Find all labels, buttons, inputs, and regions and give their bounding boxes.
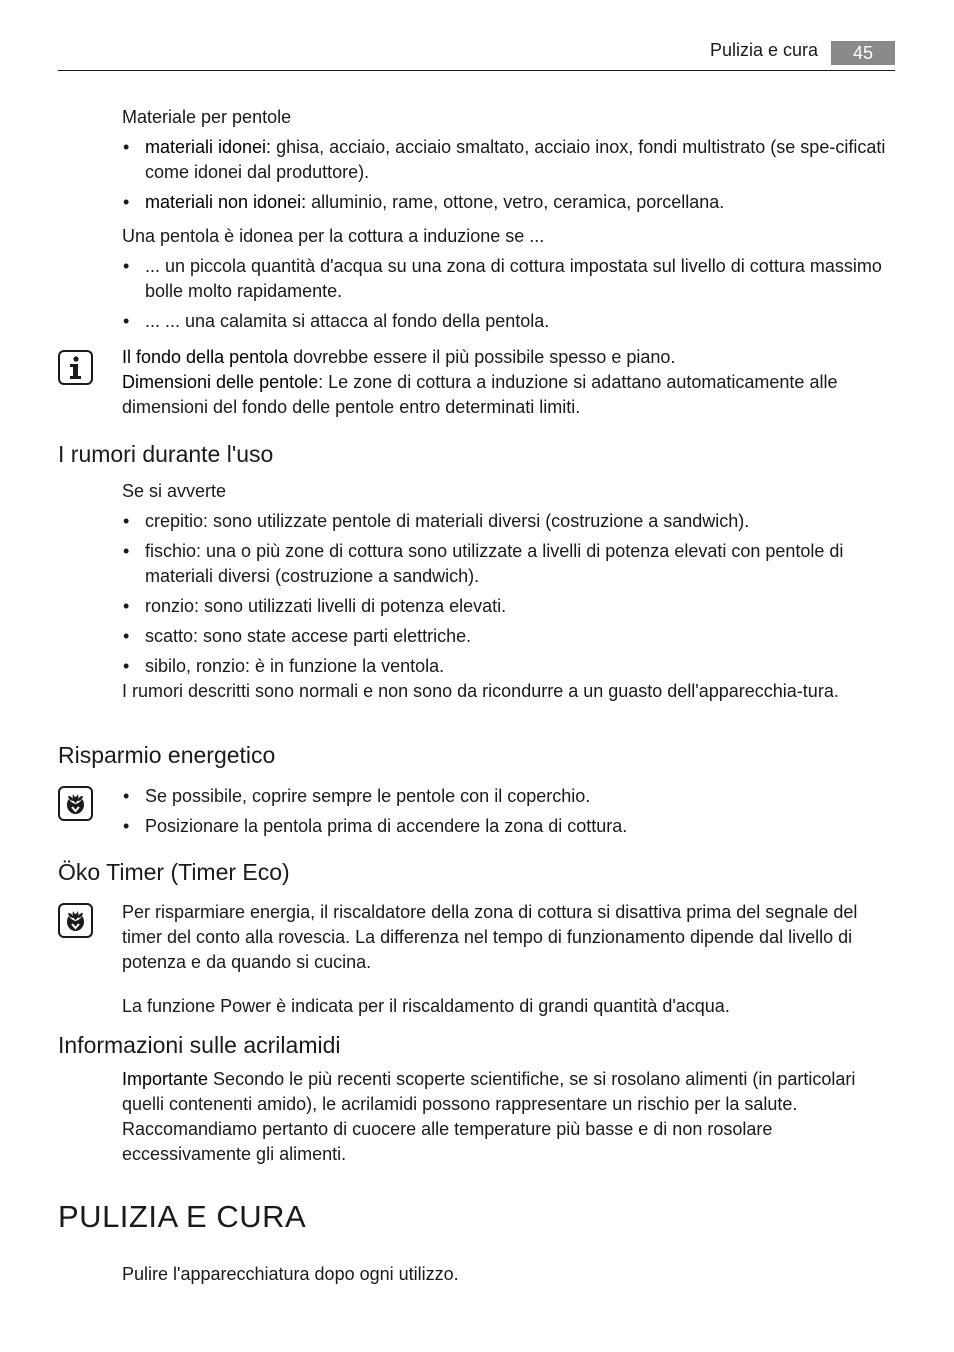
list-item: • ... un piccola quantità d'acqua su una zona di cottura impostata sul livello di cottura massimo bolle molto rapidamente. (122, 254, 897, 304)
noise-intro: Se si avverte (122, 481, 227, 501)
noise-conclusion: I rumori descritti sono normali e non sono da ricondurre a un guasto dell'apparecchia-tura. (122, 681, 839, 701)
energy-section-title: Risparmio energetico (58, 742, 276, 768)
list-item: • fischio: una o più zone di cottura sono utilizzate a livelli di potenza elevati con pentole di materiali diversi (costruzione a sandwich). (122, 539, 897, 589)
power-note: La funzione Power è indicata per il riscaldamento di grandi quantità d'acqua. (122, 996, 730, 1016)
bottom-text: dovrebbe essere il più possibile spesso e piano. (288, 347, 676, 367)
size-text: : Le zone di cottura a induzione si adattano automaticamente alle dimensioni del fondo delle pentole entro determinati limiti. (122, 372, 838, 417)
info-icon (58, 350, 93, 385)
acrylamide-text (122, 1067, 897, 1167)
cookware-heading: Materiale per pentole (122, 107, 292, 127)
eco-leaf-icon (58, 786, 93, 821)
item-label: materiali idonei: (145, 137, 272, 157)
list-item: • sibilo, ronzio: è in funzione la ventola. (122, 654, 897, 679)
list-item (122, 135, 897, 185)
list-item: • scatto: sono state accese parti elettriche. (122, 624, 897, 649)
induction-heading: Una pentola è idonea per la cottura a induzione se ... (122, 226, 545, 246)
info-note-text (122, 345, 897, 420)
list-item: • ronzio: sono utilizzati livelli di potenza elevati. (122, 594, 897, 619)
acrylamide-section-title: Informazioni sulle acrilamidi (58, 1032, 341, 1058)
noise-list (122, 509, 897, 684)
item-text: ghisa, acciaio, acciaio smaltato, acciaio inox, fondi multistrato (se spe-cificati come idonei dal produttore). (145, 137, 886, 182)
important-label: Importante (122, 1069, 209, 1089)
cookware-list (122, 135, 897, 220)
list-item: • Posizionare la pentola prima di accendere la zona di cottura. (122, 814, 897, 839)
running-header-title: Pulizia e cura (709, 40, 818, 60)
acrylamide-body: Secondo le più recenti scoperte scientifiche, se si rosolano alimenti (in particolari quelli contenenti amido), le acrilamidi possono rappresentare un rischio per la salute. Raccomandiamo pertanto di cuocere alle temperature più basse e di non rosolare eccessivamente gli alimenti. (122, 1069, 856, 1164)
page-number-badge: 45 (831, 41, 895, 65)
cleaning-text: Pulire l'apparecchiatura dopo ogni utilizzo. (122, 1264, 459, 1284)
list-item: • crepitio: sono utilizzate pentole di materiali diversi (costruzione a sandwich). (122, 509, 897, 534)
list-item: • Se possibile, coprire sempre le pentole con il coperchio. (122, 784, 897, 809)
list-item (122, 190, 897, 215)
eco-leaf-icon (58, 903, 93, 938)
eco-timer-section-title: Öko Timer (Timer Eco) (58, 859, 290, 885)
size-label: Dimensioni delle pentole (122, 372, 319, 392)
list-item: • ... ... una calamita si attacca al fondo della pentola. (122, 309, 897, 334)
cleaning-chapter-title: PULIZIA E CURA (58, 1199, 307, 1234)
induction-list (122, 254, 897, 339)
noise-section-title: I rumori durante l'uso (58, 441, 274, 467)
eco-timer-text: Per risparmiare energia, il riscaldatore della zona di cottura si disattiva prima del segnale del timer del conto alla rovescia. La differenza nel tempo di funzionamento dipende dal livello di potenza e da quando si cucina. (122, 902, 858, 972)
bottom-label: Il fondo della pentola (122, 347, 289, 367)
item-text: alluminio, rame, ottone, vetro, ceramica, porcellana. (306, 192, 725, 212)
item-label: materiali non idonei: (145, 192, 307, 212)
energy-list (122, 784, 897, 844)
header-divider (58, 70, 895, 71)
